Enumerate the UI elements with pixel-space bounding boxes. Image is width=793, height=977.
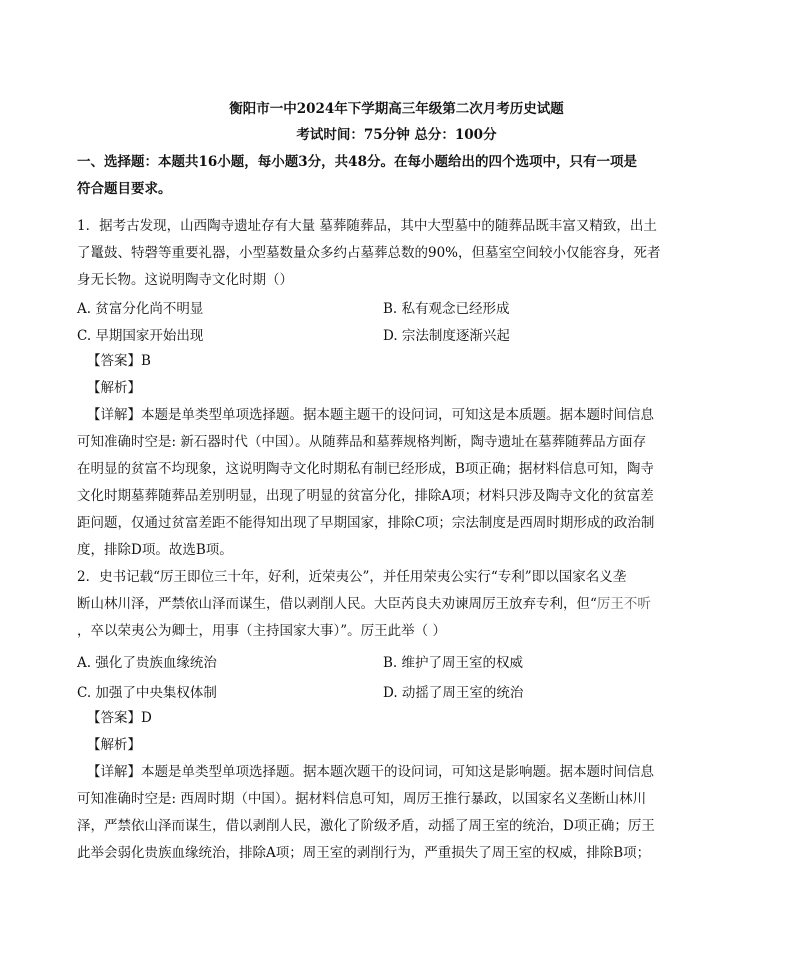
q2-stem-line3: ，卒以荣夷公为卿士，用事（主持国家大事）”。厉王此举（ ） (77, 623, 446, 639)
q1-answer: 【答案】B (87, 353, 151, 369)
section-instruction-line1: 一、选择题：本题共16小题，每小题3分，共48分。在每小题给出的四个选项中，只有一项是 (77, 154, 637, 170)
q1-option-b: B. 私有观念已经形成 (383, 301, 510, 317)
q2-option-c: C. 加强了中央集权体制 (77, 685, 217, 701)
section-instruction-line2: 符合题目要求。 (77, 181, 172, 197)
q2-stem-line1: 2．史书记载“厉王即位三十年，好利，近荣夷公”，并任用荣夷公实行“专利”即以国家名义垄 (77, 569, 627, 585)
q2-stem-line2-text: 断山林川泽，严禁依山泽而谋生，借以剥削人民。大臣芮良夫劝谏周厉王放弃专利，但“ (77, 596, 597, 612)
q2-detail-line2: 可知准确时空是: 西周时期（中国）。据材料信息可知，周厉王推行暴政，以国家名义垄断山林川 (77, 791, 647, 807)
q2-detail-line4: 此举会弱化贵族血缘统治，排除A项；周王室的剥削行为，严重损失了周王室的权威，排除B项； (77, 845, 651, 861)
q1-detail-line2: 可知准确时空是: 新石器时代（中国）。从随葬品和墓葬规格判断，陶寺遗址在墓葬随葬品方面存 (77, 434, 647, 450)
q1-stem-line2: 了鼍鼓、特磬等重要礼器，小型墓数量众多约占墓葬总数的90%，但墓室空间较小仅能容身，死者 (77, 245, 661, 261)
q1-analysis-label: 【解析】 (87, 380, 141, 396)
q2-stem-line2 (77, 594, 651, 614)
exam-title: 衡阳市一中2024年下学期高三年级第二次月考历史试题 (229, 101, 564, 117)
q1-option-d: D. 宗法制度逐渐兴起 (383, 328, 510, 344)
q2-detail-line1: 【详解】本题是单类型单项选择题。据本题次题干的设问词，可知这是影响题。据本题时间信息 (87, 764, 654, 780)
q2-detail-line3: 泽，严禁依山泽而谋生，借以剥削人民，激化了阶级矛盾，动摇了周王室的统治，D项正确；厉王 (77, 818, 655, 834)
q2-stem-line2-gray: 厉王不听 (596, 596, 651, 612)
q2-option-b: B. 维护了周王室的权威 (383, 655, 524, 671)
q1-detail-line3: 在明显的贫富不均现象，这说明陶寺文化时期私有制已经形成，B项正确；据材料信息可知，陶寺 (77, 461, 654, 477)
exam-subtitle: 考试时间：75分钟 总分：100分 (296, 127, 497, 143)
q1-detail-line4: 文化时期墓葬随葬品差别明显，出现了明显的贫富分化，排除A项；材料只涉及陶寺文化的贫富差 (77, 488, 654, 504)
q1-option-c: C. 早期国家开始出现 (77, 328, 204, 344)
q1-detail-line5: 距问题，仅通过贫富差距不能得知出现了早期国家，排除C项；宗法制度是西周时期形成的政治制 (77, 515, 655, 531)
q1-option-a: A. 贫富分化尚不明显 (77, 301, 204, 317)
q1-stem-line3: 身无长物。这说明陶寺文化时期（） (77, 272, 293, 288)
q2-answer: 【答案】D (87, 710, 152, 726)
q2-option-a: A. 强化了贵族血缘统治 (77, 655, 217, 671)
q1-stem-line1: 1．据考古发现，山西陶寺遗址存有大量 墓葬随葬品，其中大型墓中的随葬品既丰富又精致，出土 (77, 218, 657, 234)
q2-analysis-label: 【解析】 (87, 737, 141, 753)
q1-detail-line6: 度，排除D项。故选B项。 (77, 542, 233, 558)
q2-option-d: D. 动摇了周王室的统治 (383, 685, 524, 701)
q1-detail-line1: 【详解】本题是单类型单项选择题。据本题主题干的设问词，可知这是本质题。据本题时间信息 (87, 407, 654, 423)
